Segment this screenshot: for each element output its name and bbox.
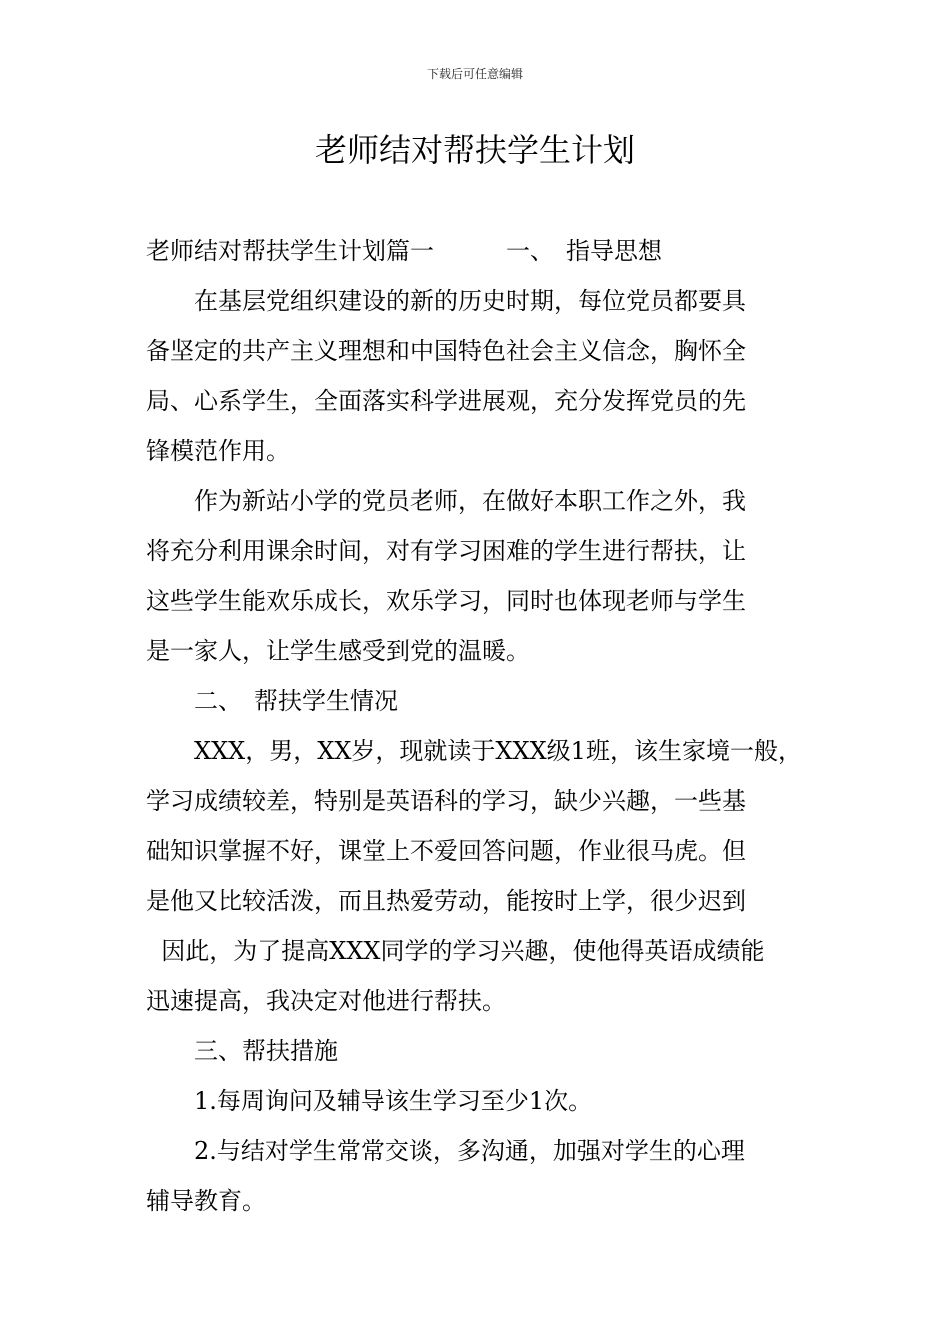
text-line: 础知识掌握不好，课堂上不爱回答问题，作业很马虎。但 [146,837,746,865]
document-body [146,226,836,1226]
text-line: 是他又比较活泼，而且热爱劳动，能按时上学，很少迟到 [146,887,746,915]
text-line: 1.每周询问及辅导该生学习至少1次。 [146,1087,593,1115]
text-line: 因此，为了提高XXX同学的学习兴趣，使他得英语成绩能 [146,937,765,965]
text-line: 将充分利用课余时间，对有学习困难的学生进行帮扶，让 [146,537,746,565]
download-note: 下载后可任意编辑 [426,67,523,81]
document-title: 老师结对帮扶学生计划 [314,131,635,169]
text-line: 锋模范作用。 [146,437,290,465]
text-line: 2.与结对学生常常交谈，多沟通，加强对学生的心理 [146,1137,745,1165]
text-line: 三、帮扶措施 [146,1037,338,1065]
text-line: 局、心系学生，全面落实科学进展观，充分发挥党员的先 [146,387,746,415]
text-line: 老师结对帮扶学生计划篇一 一、 指导思想 [146,237,662,265]
text-line: XXX，男，XX岁，现就读于XXX级1班，该生家境一般， [146,737,802,765]
text-line: 作为新站小学的党员老师，在做好本职工作之外，我 [146,487,746,515]
text-line: 是一家人，让学生感受到党的温暖。 [146,637,530,665]
text-line: 这些学生能欢乐成长，欢乐学习，同时也体现老师与学生 [146,587,746,615]
text-line: 辅导教育。 [146,1187,266,1215]
text-line: 备坚定的共产主义理想和中国特色社会主义信念，胸怀全 [146,337,746,365]
text-line: 学习成绩较差，特别是英语科的学习，缺少兴趣，一些基 [146,787,746,815]
text-line: 迅速提高，我决定对他进行帮扶。 [146,987,506,1015]
text-line: 二、 帮扶学生情况 [146,687,398,715]
text-line: 在基层党组织建设的新的历史时期，每位党员都要具 [146,287,746,315]
